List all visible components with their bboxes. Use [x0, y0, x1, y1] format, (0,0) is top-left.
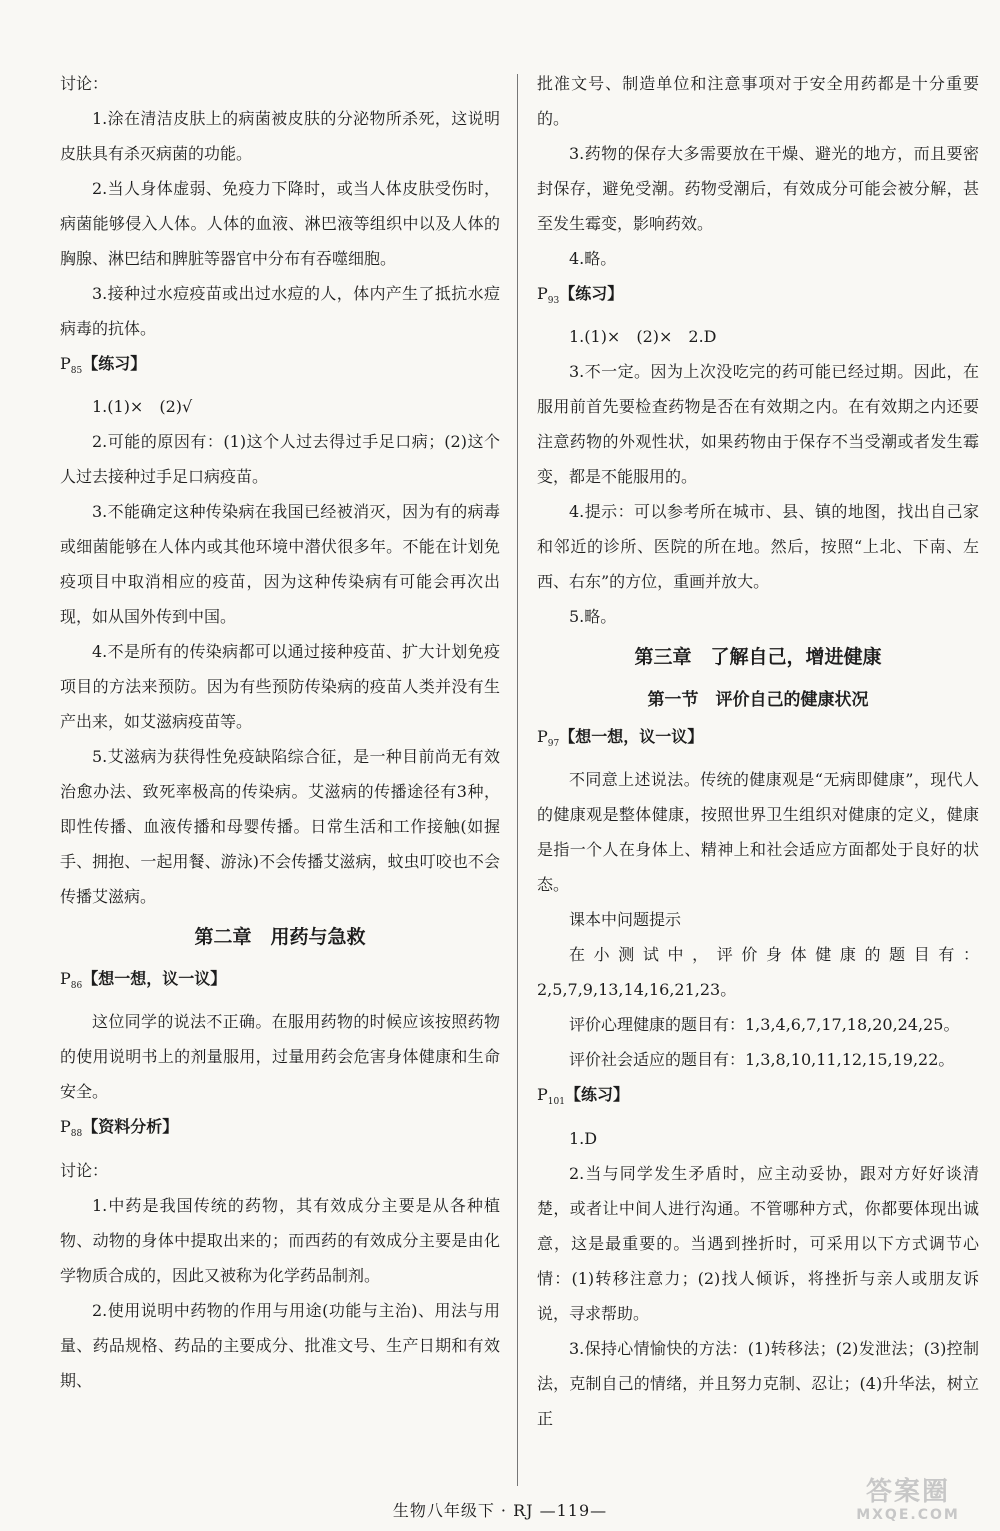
right-column — [537, 66, 979, 1436]
chapter-2-heading: 第二章 用药与急救 — [194, 926, 366, 949]
analysis-answer-2: 2.使用说明中药物的作用与用途(功能与主治)、用法与用量、药品规格、药品的主要成分、批准文号、生产日期和有效期、 — [60, 1300, 500, 1390]
analysis-answer-4: 4.略。 — [569, 249, 617, 268]
page-ref-88: 88 — [70, 1129, 83, 1140]
exercise-101-answer-3: 3.保持心情愉快的方法：(1)转移法；(2)发泄法；(3)控制法，克制自己的情绪，并且努力克制、忍让；(4)升华法，树立正 — [537, 1338, 979, 1428]
discuss-label: 讨论： — [60, 74, 109, 93]
discussion-answer-3: 3.接种过水痘疫苗或出过水痘的人，体内产生了抵抗水痘病毒的抗体。 — [60, 284, 500, 338]
discussion-answer-1: 1.涂在清洁皮肤上的病菌被皮肤的分泌物所杀死，这说明皮肤具有杀灭病菌的功能。 — [60, 109, 500, 163]
column-divider — [517, 74, 518, 1486]
mental-health-items: 评价心理健康的题目有：1,3,4,6,7,17,18,20,24,25。 — [569, 1015, 960, 1035]
think-answer-86: 这位同学的说法不正确。在服用药物的时候应该按照药物的使用说明书上的剂量服用，过量用药会危害身体健康和生命安全。 — [60, 1012, 500, 1102]
exercise-93-answer-3: 3.不一定。因为上次没吃完的药可能已经过期。因此，在服用前首先要检查药物是否在有效期之内。在有效期之内还要注意药物的外观性状，如果药物由于保存不当受潮或者发生霉变，都是不能服用的。 — [537, 362, 979, 487]
exercise-answer-5: 5.艾滋病为获得性免疫缺陷综合征，是一种目前尚无有效治愈办法、致死率极高的传染病。艾滋病的传播途径有3种，即性传播、血液传播和母婴传播。日常生活和工作接触(如握手、拥抱、一起用餐、游泳)不会传播艾滋病，蚊虫叮咬也不会传播艾滋病。 — [60, 747, 500, 907]
page-ref-101: 101 — [547, 1097, 565, 1108]
watermark-url: MXQE.COM — [856, 1507, 960, 1523]
chapter-3-heading: 第三章 了解自己，增进健康 — [634, 646, 882, 669]
section-label-p101: $P_{101}$【练习】 — [537, 1085, 629, 1108]
section-label-p86: $P_{86}$【想一想，议一议】 — [60, 969, 227, 992]
section-label-p85: $P_{85}$【练习】 — [60, 354, 147, 377]
exercise-101-answer-2: 2.当与同学发生矛盾时，应主动妥协，跟对方好好谈清楚，或者让中间人进行沟通。不管哪种方式，你都要体现出诚意，这是最重要的。当遇到挫折时，可采用以下方式调节心情：(1)转移注意力；(2)找人倾诉，将挫折与亲人或朋友诉说，寻求帮助。 — [537, 1163, 979, 1323]
exercise-answer-4: 4.不是所有的传染病都可以通过接种疫苗、扩大计划免疫项目的方法来预防。因为有些预防传染病的疫苗人类并没有生产出来，如艾滋病疫苗等。 — [60, 642, 500, 732]
textbook-hint-label: 课本中问题提示 — [569, 910, 682, 930]
page-ref-93: 93 — [547, 296, 560, 307]
exercise-answer-1: 1.(1)× (2)√ — [92, 397, 193, 417]
exercise-93-answer-5: 5.略。 — [569, 607, 617, 627]
label-tag: 【练习】 — [559, 284, 624, 303]
watermark-logo-text: 答案圈 — [865, 1477, 950, 1507]
exercise-answer-2: 2.可能的原因有：(1)这个人过去得过手足口病；(2)这个人过去接种过手足口病疫苗。 — [60, 432, 500, 487]
social-adaptation-items: 评价社会适应的题目有：1,3,8,10,11,12,15,19,22。 — [569, 1050, 955, 1070]
watermark-logo — [838, 1478, 978, 1526]
label-tag: 【想一想，议一议】 — [559, 727, 704, 747]
exercise-101-answer-1: 1.D — [569, 1128, 598, 1148]
page-ref-86: 86 — [70, 981, 83, 992]
left-column — [60, 66, 500, 1398]
exercise-93-answer-1-2: 1.(1)× (2)× 2.D — [569, 327, 717, 347]
physical-health-items: 在小测试中，评价身体健康的题目有：2,5,7,9,13,14,16,21,23。 — [537, 945, 979, 1000]
section-label-p88: $P_{88}$【资料分析】 — [60, 1117, 179, 1140]
exercise-answer-3: 3.不能确定这种传染病在我国已经被消灭，因为有的病毒或细菌能够在人体内或其他环境中潜伏很多年。不能在计划免疫项目中取消相应的疫苗，因为这种传染病有可能会再次出现，如从国外传到中国。 — [60, 502, 500, 627]
page-ref-85: 85 — [70, 366, 83, 377]
label-tag: 【资料分析】 — [82, 1117, 179, 1137]
think-answer-97: 不同意上述说法。传统的健康观是“无病即健康”，现代人的健康观是整体健康，按照世界卫生组织对健康的定义，健康是指一个人在身体上、精神上和社会适应方面都处于良好的状态。 — [537, 770, 979, 895]
section-label-p93: $P_{93}$【练习】 — [537, 284, 624, 307]
analysis-answer-3: 3.药物的保存大多需要放在干燥、避光的地方，而且要密封保存，避免受潮。药物受潮后，有效成分可能会被分解，甚至发生霉变，影响药效。 — [537, 144, 979, 233]
analysis-answer-1: 1.中药是我国传统的药物，其有效成分主要是从各种植物、动物的身体中提取出来的；而西药的有效成分主要是由化学物质合成的，因此又被称为化学药品制剂。 — [60, 1195, 500, 1285]
analysis-answer-2-continued: 批准文号、制造单位和注意事项对于安全用药都是十分重要的。 — [537, 74, 979, 128]
discussion-answer-2: 2.当人身体虚弱、免疫力下降时，或当人体皮肤受伤时，病菌能够侵入人体。人体的血液、淋巴液等组织中以及人体的胸腺、淋巴结和脾脏等器官中分布有吞噬细胞。 — [60, 179, 500, 268]
page-footer: 生物八年级下 · RJ —119— — [392, 1501, 608, 1520]
label-tag: 【练习】 — [82, 354, 147, 373]
section-label-p97: $P_{97}$【想一想，议一议】 — [537, 727, 704, 750]
exercise-93-answer-4: 4.提示：可以参考所在城市、县、镇的地图，找出自己家和邻近的诊所、医院的所在地。然后，按照“上北、下南、左西、右东”的方位，重画并放大。 — [537, 502, 979, 592]
section-1-heading: 第一节 评价自己的健康状况 — [647, 690, 869, 711]
label-tag: 【想一想，议一议】 — [82, 969, 227, 989]
label-tag: 【练习】 — [564, 1085, 629, 1105]
discuss-label-2: 讨论： — [60, 1160, 109, 1180]
page-ref-97: 97 — [547, 739, 560, 750]
